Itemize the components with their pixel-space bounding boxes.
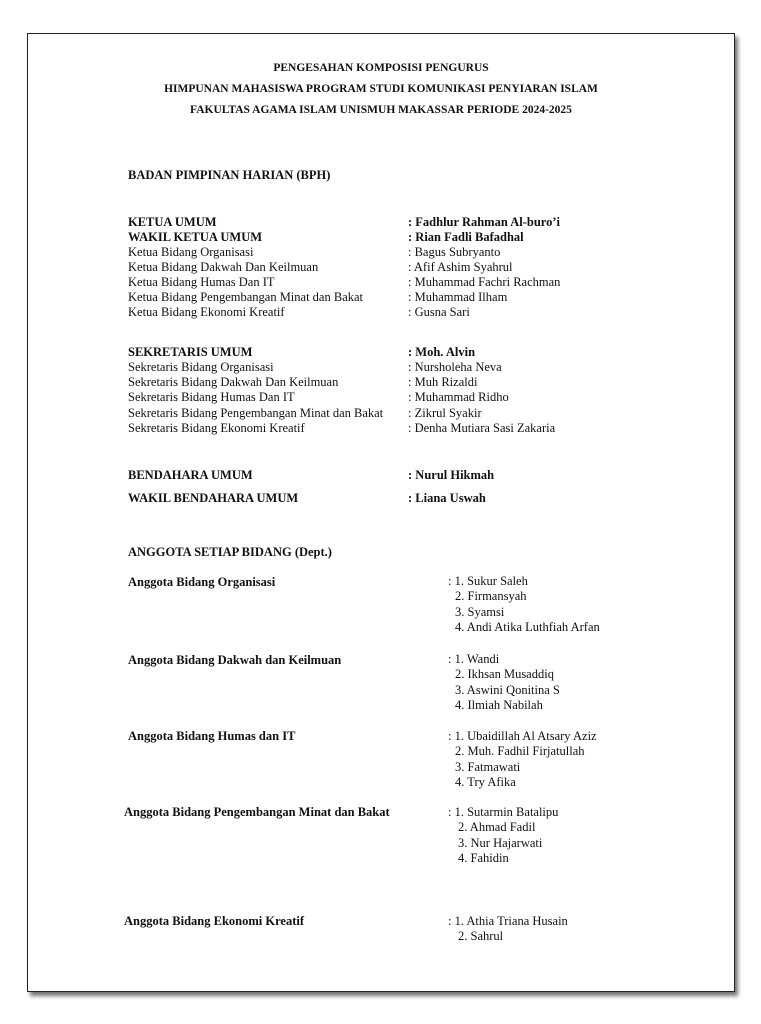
group-label-humas: Anggota Bidang Humas dan IT [128,729,296,743]
member-item: 3. Fatmawati [455,759,521,774]
member-list-humas [448,729,597,791]
member-item: 4. Andi Atika Luthfiah Arfan [455,620,600,635]
role-ketua-bidang: Ketua Bidang Pengembangan Minat dan Bakat [128,290,364,304]
name-ketua-bidang: : Bagus Subryanto [408,245,501,259]
role-sekretaris-bidang: Sekretaris Bidang Dakwah Dan Keilmuan [128,375,339,389]
role-sekretaris-bidang: Sekretaris Bidang Pengembangan Minat dan Bakat [128,406,384,420]
name-sekretaris-bidang: : Muh Rizaldi [408,375,478,389]
member-list-dakwah [448,652,560,714]
group-label-organisasi: Anggota Bidang Organisasi [128,575,276,589]
role-sekretaris-bidang: Sekretaris Bidang Ekonomi Kreatif [128,421,305,435]
member-item: : 1. Athia Triana Husain [448,914,568,928]
member-item: 3. Nur Hajarwati [458,835,543,850]
member-item: 2. Ikhsan Musaddiq [455,667,554,682]
member-list-ekonomi-kreatif [448,914,568,945]
name-sekretaris-bidang: : Nursholeha Neva [408,360,502,374]
name-ketua-bidang: : Muhammad Ilham [408,290,508,304]
member-item: 2. Ahmad Fadil [458,820,536,835]
group-label-dakwah: Anggota Bidang Dakwah dan Keilmuan [128,653,342,667]
name-sekretaris-bidang: : Denha Mutiara Sasi Zakaria [408,421,556,435]
name-ketua-umum: : Fadhlur Rahman Al-buro’i [408,215,561,229]
role-sekretaris-umum: SEKRETARIS UMUM [128,345,253,359]
bph-heading: BADAN PIMPINAN HARIAN (BPH) [128,168,331,182]
role-ketua-bidang: Ketua Bidang Organisasi [128,245,254,259]
member-item: 3. Aswini Qonitina S [455,682,560,697]
role-bendahara-umum: BENDAHARA UMUM [128,468,253,482]
member-item: 2. Muh. Fadhil Firjatullah [455,744,585,759]
role-sekretaris-bidang: Sekretaris Bidang Organisasi [128,360,274,374]
member-item: 4. Fahidin [458,851,509,866]
member-item: : 1. Sukur Saleh [448,574,528,588]
role-sekretaris-bidang: Sekretaris Bidang Humas Dan IT [128,390,295,404]
name-sekretaris-bidang: : Zikrul Syakir [408,406,482,420]
role-ketua-bidang: Ketua Bidang Ekonomi Kreatif [128,305,285,319]
header-line-1: PENGESAHAN KOMPOSISI PENGURUS [273,62,489,74]
role-ketua-umum: KETUA UMUM [128,215,217,229]
group-label-minat-bakat: Anggota Bidang Pengembangan Minat dan Bakat [124,805,390,819]
name-bendahara-umum: : Nurul Hikmah [408,468,495,482]
group-label-ekonomi-kreatif: Anggota Bidang Ekonomi Kreatif [124,914,304,928]
member-list-organisasi [448,574,600,636]
document-page [27,33,735,992]
member-list-minat-bakat [448,805,558,867]
role-wakil-ketua-umum: WAKIL KETUA UMUM [128,230,263,244]
name-sekretaris-umum: : Moh. Alvin [408,345,476,359]
header-line-3: FAKULTAS AGAMA ISLAM UNISMUH MAKASSAR PERIODE 2024-2025 [190,104,572,116]
member-item: 2. Firmansyah [455,589,527,604]
anggota-heading: ANGGOTA SETIAP BIDANG (Dept.) [128,545,332,559]
name-ketua-bidang: : Muhammad Fachri Rachman [408,275,561,289]
role-wakil-bendahara-umum: WAKIL BENDAHARA UMUM [128,491,299,505]
role-ketua-bidang: Ketua Bidang Dakwah Dan Keilmuan [128,260,319,274]
header-line-2: HIMPUNAN MAHASISWA PROGRAM STUDI KOMUNIKASI PENYIARAN ISLAM [164,83,598,95]
name-wakil-bendahara-umum: : Liana Uswah [408,491,486,505]
name-wakil-ketua-umum: : Rian Fadli Bafadhal [408,230,524,244]
member-item: 4. Try Afika [455,775,516,790]
member-item: : 1. Sutarmin Batalipu [448,805,559,819]
member-item: 2. Sahrul [458,929,504,944]
name-ketua-bidang: : Afif Ashim Syahrul [408,260,513,274]
role-ketua-bidang: Ketua Bidang Humas Dan IT [128,275,275,289]
name-sekretaris-bidang: : Muhammad Ridho [408,390,509,404]
member-item: 4. Ilmiah Nabilah [455,698,543,713]
member-item: : 1. Ubaidillah Al Atsary Aziz [448,729,597,743]
member-item: : 1. Wandi [448,652,500,666]
name-ketua-bidang: : Gusna Sari [408,305,470,319]
member-item: 3. Syamsi [455,604,505,619]
